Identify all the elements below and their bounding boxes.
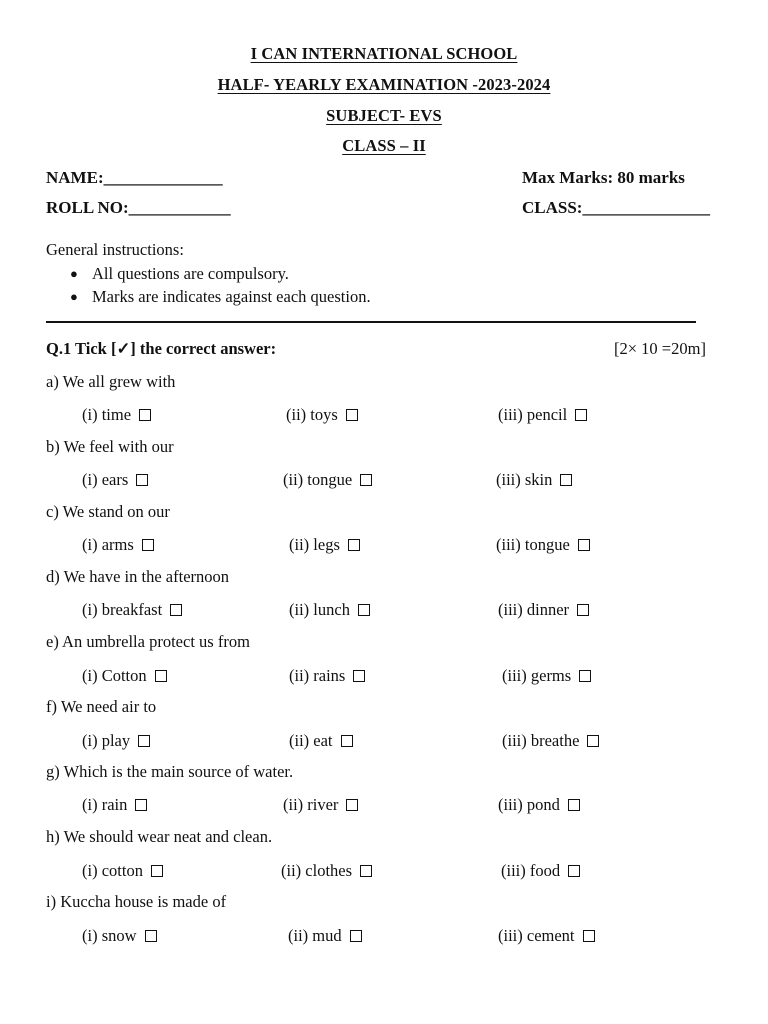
- section-divider: [46, 321, 696, 323]
- school-name: I CAN INTERNATIONAL SCHOOL: [250, 44, 518, 63]
- answer-option[interactable]: [82, 600, 182, 620]
- option-label: (ii) river: [283, 795, 339, 814]
- question-text: c) We stand on our: [46, 502, 170, 521]
- answer-option[interactable]: [281, 861, 372, 881]
- answer-option[interactable]: [502, 666, 591, 686]
- instruction-item: [70, 285, 371, 308]
- instruction-item: [70, 262, 371, 285]
- checkbox-icon[interactable]: [151, 865, 163, 877]
- subject-title: SUBJECT- EVS: [326, 106, 442, 125]
- answer-option[interactable]: [82, 795, 147, 815]
- checkbox-icon[interactable]: [579, 670, 591, 682]
- checkbox-icon[interactable]: [583, 930, 595, 942]
- instruction-text: Marks are indicates against each question.: [92, 286, 371, 306]
- answer-option[interactable]: [496, 535, 590, 555]
- option-label: (iii) breathe: [502, 731, 580, 750]
- checkbox-icon[interactable]: [358, 604, 370, 616]
- option-label: (i) time: [82, 405, 132, 424]
- checkbox-icon[interactable]: [353, 670, 365, 682]
- answer-option[interactable]: [82, 535, 154, 555]
- checkbox-icon[interactable]: [348, 539, 360, 551]
- checkbox-icon[interactable]: [170, 604, 182, 616]
- option-label: (i) snow: [82, 926, 137, 945]
- option-label: (ii) toys: [286, 405, 338, 424]
- answer-option[interactable]: [498, 795, 580, 815]
- question-text: a) We all grew with: [46, 372, 176, 391]
- section-title: Q.1 Tick [✓] the correct answer:: [46, 339, 277, 358]
- name-field: NAME:______________: [46, 168, 223, 187]
- option-label: (ii) tongue: [283, 470, 353, 489]
- checkbox-icon[interactable]: [577, 604, 589, 616]
- roll-no-field: ROLL NO:____________: [46, 198, 231, 217]
- answer-option[interactable]: [498, 600, 589, 620]
- option-label: (i) rain: [82, 795, 128, 814]
- answer-option[interactable]: [496, 470, 572, 490]
- section-marks: [2× 10 =20m]: [614, 339, 706, 358]
- checkbox-icon[interactable]: [360, 865, 372, 877]
- exam-title: HALF- YEARLY EXAMINATION -2023-2024: [217, 75, 551, 94]
- answer-option[interactable]: [289, 535, 360, 555]
- option-label: (i) arms: [82, 535, 134, 554]
- question-text: f) We need air to: [46, 697, 157, 716]
- answer-option[interactable]: [82, 731, 150, 751]
- answer-option[interactable]: [286, 405, 358, 425]
- checkbox-icon[interactable]: [138, 735, 150, 747]
- checkbox-icon[interactable]: [145, 930, 157, 942]
- option-label: (iii) tongue: [496, 535, 570, 554]
- option-label: (ii) rains: [289, 666, 346, 685]
- question-text: d) We have in the afternoon: [46, 567, 230, 586]
- instructions-list: [70, 262, 371, 308]
- option-label: (i) Cotton: [82, 666, 147, 685]
- answer-option[interactable]: [82, 666, 167, 686]
- option-label: (ii) mud: [288, 926, 342, 945]
- checkbox-icon[interactable]: [568, 799, 580, 811]
- question-text: e) An umbrella protect us from: [46, 632, 250, 651]
- instructions-title: General instructions:: [46, 240, 184, 259]
- answer-option[interactable]: [289, 731, 353, 751]
- answer-option[interactable]: [289, 666, 365, 686]
- checkbox-icon[interactable]: [346, 799, 358, 811]
- question-text: h) We should wear neat and clean.: [46, 827, 273, 846]
- answer-option[interactable]: [502, 731, 599, 751]
- option-label: (ii) legs: [289, 535, 340, 554]
- option-label: (i) breakfast: [82, 600, 163, 619]
- checkbox-icon[interactable]: [341, 735, 353, 747]
- option-label: (i) ears: [82, 470, 129, 489]
- answer-option[interactable]: [82, 470, 148, 490]
- instruction-text: All questions are compulsory.: [92, 263, 289, 283]
- option-label: (ii) clothes: [281, 861, 353, 880]
- answer-option[interactable]: [283, 795, 358, 815]
- checkbox-icon[interactable]: [139, 409, 151, 421]
- checkbox-icon[interactable]: [136, 474, 148, 486]
- question-text: i) Kuccha house is made of: [46, 892, 227, 911]
- max-marks: Max Marks: 80 marks: [522, 168, 685, 187]
- answer-option[interactable]: [498, 405, 587, 425]
- answer-option[interactable]: [501, 861, 580, 881]
- bullet-icon: ●: [70, 288, 78, 304]
- option-label: (iii) skin: [496, 470, 553, 489]
- checkbox-icon[interactable]: [575, 409, 587, 421]
- answer-option[interactable]: [82, 405, 151, 425]
- option-label: (iii) pencil: [498, 405, 568, 424]
- question-text: b) We feel with our: [46, 437, 174, 456]
- class-title: CLASS – II: [342, 136, 426, 155]
- question-text: g) Which is the main source of water.: [46, 762, 294, 781]
- option-label: (ii) lunch: [289, 600, 350, 619]
- checkbox-icon[interactable]: [155, 670, 167, 682]
- option-label: (iii) germs: [502, 666, 572, 685]
- bullet-icon: ●: [70, 265, 78, 281]
- checkbox-icon[interactable]: [135, 799, 147, 811]
- answer-option[interactable]: [498, 926, 595, 946]
- option-label: (iii) food: [501, 861, 561, 880]
- checkbox-icon[interactable]: [346, 409, 358, 421]
- answer-option[interactable]: [82, 926, 157, 946]
- answer-option[interactable]: [283, 470, 372, 490]
- class-field: CLASS:_______________: [522, 198, 710, 217]
- option-label: (iii) dinner: [498, 600, 570, 619]
- answer-option[interactable]: [289, 600, 370, 620]
- checkbox-icon[interactable]: [578, 539, 590, 551]
- option-label: (i) cotton: [82, 861, 143, 880]
- checkbox-icon[interactable]: [560, 474, 572, 486]
- checkbox-icon[interactable]: [360, 474, 372, 486]
- option-label: (iii) pond: [498, 795, 560, 814]
- option-label: (iii) cement: [498, 926, 575, 945]
- answer-option[interactable]: [82, 861, 163, 881]
- checkbox-icon[interactable]: [568, 865, 580, 877]
- checkbox-icon[interactable]: [142, 539, 154, 551]
- option-label: (i) play: [82, 731, 131, 750]
- checkbox-icon[interactable]: [587, 735, 599, 747]
- answer-option[interactable]: [288, 926, 362, 946]
- option-label: (ii) eat: [289, 731, 333, 750]
- checkbox-icon[interactable]: [350, 930, 362, 942]
